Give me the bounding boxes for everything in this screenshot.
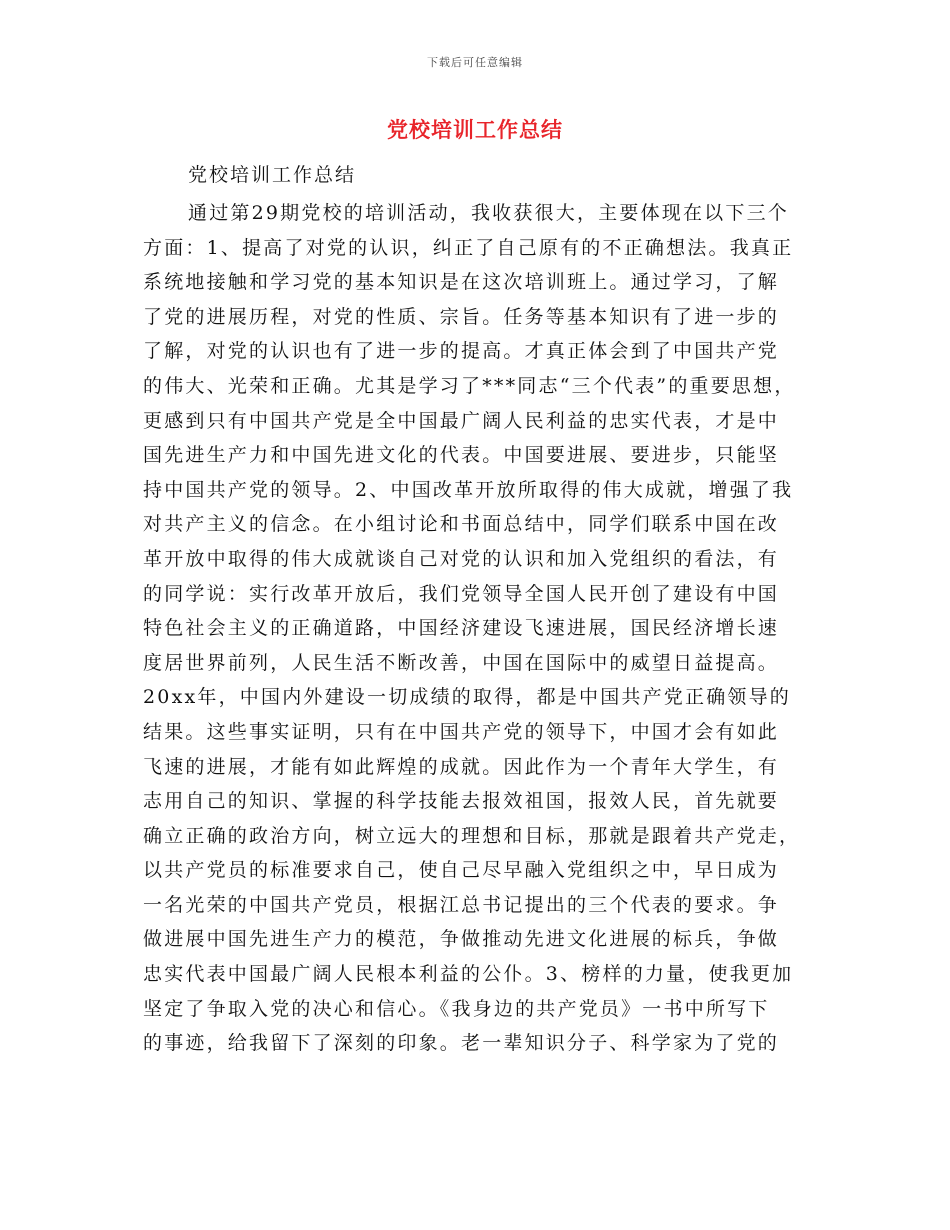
body-line: 对共产主义的信念。在小组讨论和书面总结中，同学们联系中国在改 <box>143 513 780 536</box>
body-line: 的事迹，给我留下了深刻的印象。老一辈知识分子、科学家为了党的 <box>143 1032 780 1055</box>
body-line: 飞速的进展，才能有如此辉煌的成就。因此作为一个青年大学生，有 <box>143 755 780 778</box>
body-line: 系统地接触和学习党的基本知识是在这次培训班上。通过学习，了解 <box>143 271 780 294</box>
body-line: 了解，对党的认识也有了进一步的提高。才真正体会到了中国共产党 <box>143 340 780 363</box>
body-line: 通过第29期党校的培训活动，我收获很大，主要体现在以下三个 <box>188 202 789 224</box>
body-line: 20xx年，中国内外建设一切成绩的取得，都是中国共产党正确领导的 <box>143 686 792 709</box>
body-line: 做进展中国先进生产力的模范，争做推动先进文化进展的标兵，争做 <box>143 928 780 951</box>
body-line: 持中国共产党的领导。2、中国改革开放所取得的伟大成就，增强了我 <box>143 478 794 501</box>
body-line: 更感到只有中国共产党是全中国最广阔人民利益的忠实代表，才是中 <box>143 409 780 432</box>
document-subtitle: 党校培训工作总结 <box>188 164 357 186</box>
body-line: 方面：1、提高了对党的认识，纠正了自己原有的不正确想法。我真正 <box>143 236 794 259</box>
body-line: 确立正确的政治方向，树立远大的理想和目标，那就是跟着共产党走， <box>143 824 801 847</box>
body-line: 特色社会主义的正确道路，中国经济建设飞速进展，国民经济增长速 <box>143 617 780 640</box>
header-note: 下载后可任意编辑 <box>427 56 523 69</box>
body-line: 的同学说：实行改革开放后，我们党领导全国人民开创了建设有中国 <box>143 582 780 605</box>
document-title: 党校培训工作总结 <box>387 117 563 142</box>
body-line: 志用自己的知识、掌握的科学技能去报效祖国，报效人民，首先就要 <box>143 790 780 813</box>
body-line: 一名光荣的中国共产党员，根据江总书记提出的三个代表的要求。争 <box>143 893 780 916</box>
body-line: 结果。这些事实证明，只有在中国共产党的领导下，中国才会有如此 <box>143 720 780 743</box>
body-line: 的伟大、光荣和正确。尤其是学习了***同志“三个代表”的重要思想， <box>143 374 796 397</box>
body-line: 坚定了争取入党的决心和信心。《我身边的共产党员》一书中所写下 <box>143 997 770 1020</box>
body-line: 了党的进展历程，对党的性质、宗旨。任务等基本知识有了进一步的 <box>143 305 780 328</box>
body-text <box>143 196 823 1061</box>
body-line: 忠实代表中国最广阔人民根本利益的公仆。3、榜样的力量，使我更加 <box>143 963 794 986</box>
body-line: 以共产党员的标准要求自己，使自己尽早融入党组织之中，早日成为 <box>143 859 780 882</box>
body-line: 国先进生产力和中国先进文化的代表。中国要进展、要进步，只能坚 <box>143 444 780 467</box>
body-line: 度居世界前列，人民生活不断改善，中国在国际中的威望日益提高。 <box>143 651 780 674</box>
body-line: 革开放中取得的伟大成就谈自己对党的认识和加入党组织的看法，有 <box>143 547 780 570</box>
